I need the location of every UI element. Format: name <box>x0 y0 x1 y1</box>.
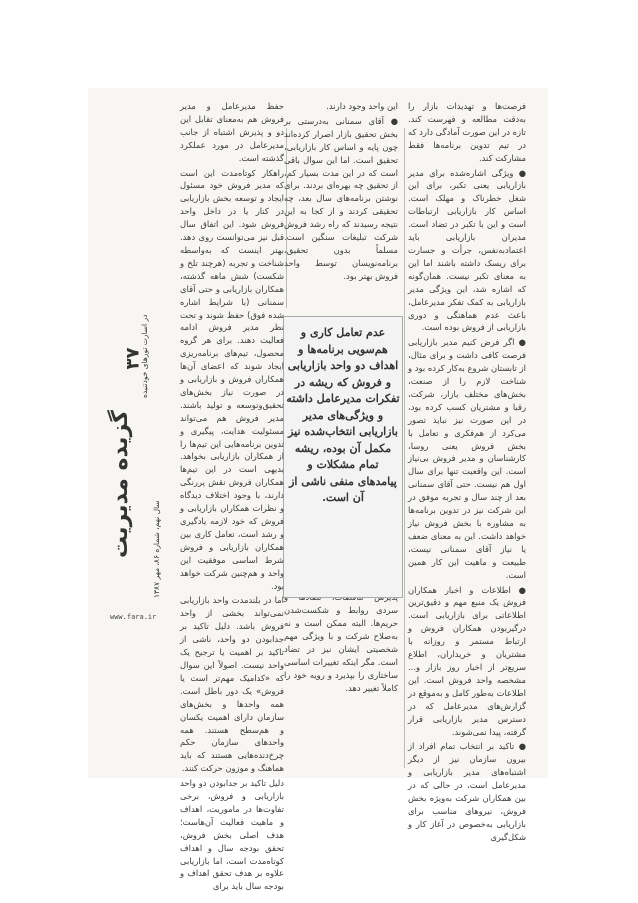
page-number: ۳۷ <box>122 347 144 370</box>
paragraph: این واحد وجود دارند. <box>326 101 398 111</box>
paragraph: حفظ مدیرعامل و مدیر فروش هم به‌معنای تقابل این دو و پذیرش اشتباه از جانب مدیرعامل در مورد عملکرد گذشته است. <box>180 101 284 163</box>
paragraph: ● ویژگی اشاره‌شده برای مدیر بازاریابی یعنی تکبر، برای این شغل خطرناک و مهلک است. اساس کار بازاریابی ارتباطات است و این با تکبر در تضاد است. مدیران بازاریابی باید اعتمادبه‌نفس، جرأت و جسارت برای ریسک داشته باشند اما این به معنای تکبر نیست. همان‌گونه که اشاره شد، این ویژگی مدیر بازاریابی به کمک تفکر مدیرعامل، باعث عدم هماهنگی و دوری بازاریابی از فروش بوده است. <box>408 167 526 333</box>
text-column-right <box>408 100 526 846</box>
column-divider <box>404 128 405 768</box>
paragraph: سردی روابط و شکست‌شدن حریم‌ها. البته ممکن است و نه به‌صلاح شرکت و با ویژگی مهم شخصیتی ایشان نیز در تضاد است. مگر اینکه تغییرات اساسی ساختاری را بپذیرد و رویه خود را کاملاً تغییر دهد. <box>284 605 398 693</box>
website-url: www.fara.ir <box>110 613 157 621</box>
paragraph: ● اگر فرض کنیم مدیر بازاریابی فرصت کافی داشت و برای مثال، از تابستان شروع به‌کار کرده بود و شناخت لازم را از صنعت، بخش‌های مختلف بازار، شرکت، رقبا و مشتریان کسب کرده بود، در این صورت نیز نباید تصور می‌کرد از هم‌فکری و تعامل با بخش فروش یعنی روسا، کارشناسان و مدیر فروش بی‌نیاز است. این واقعیت تنها برای سال اول هم نیست. حتی آقای سمنانی بعد از چند سال و تجربه موفق در این شرکت نیز در تدوین برنامه‌ها به مشاوره با بخش فروش نیاز خواهد داشت. این به معنای ضعف یا نیاز آقای سمنانی نیست، طبیعت و ماهیت این کار همین است. <box>408 337 526 580</box>
paragraph: دلیل تاکید بر جدابودن دو واحد بازاریابی و فروش، برخی تفاوت‌ها در ماموریت، اهداف و ماهیت فعالیت آن‌هاست؛ هدف اصلی بخش فروش، تحقق بودجه سال و اهداف کوتاه‌مدت است، اما بازاریابی علاوه بر هدف تحقق اهداف و بودجه سال باید برای <box>180 778 284 892</box>
magazine-page <box>88 88 548 892</box>
text-column-left <box>180 100 284 895</box>
paragraph: راهکار کوتاه‌مدت این است که مدیر فروش خود مسئول ایجاد و توسعه بخش بازاریابی در کنار یا در داخل واحد فروش شود. این اتفاق سال قبل نیز می‌توانست روی دهد. بهتر اینست که به‌واسطه شناخت و تجربه (هرچند تلخ و شکست) شش ماهه گذشته، همکاران بازاریابی و حتی آقای سمنانی (با شرایط اشاره شده فوق) حفظ شوند و تحت نظر مدیر فروش ادامه فعالیت دهند. برای هر گروه محصول، تیم‌های برنامه‌ریزی ایجاد شوند که اعضای آن‌ها همکاران فروش و بازاریابی و در صورت نیاز بخش‌های تحقیق‌وتوسعه و تولید باشند. مدیر فروش هم می‌تواند مسئولیت هدایت، پیگیری و تدوین برنامه‌هایی این تیم‌ها را از همکاران بازاریابی بخواهد. بدیهی است در این تیم‌ها همکاران فروش نقش پررنگی دارند، با وجود اختلاف دیدگاه و نظرات همکاران بازاریابی و فروش که خود لازمه یادگیری و رشد است، تعامل کاری بین همکاران بازاریابی و فروش شرط اساسی موفقیت این واحد و هم‌چنین شرکت خواهد بود. <box>180 167 284 591</box>
section-title: در اسارت تورهای خودتنیده <box>140 314 149 398</box>
paragraph: ● تاکید بر انتخاب تمام افراد از بیرون سازمان نیز از دیگر اشتباه‌های مدیر بازاریابی و مدیرعامل است، در حالی که در بین همکاران شرکت به‌ویژه بخش فروش، نیروهای مناسب برای بازاریابی به‌خصوص در آغاز کار و شکل‌گیری <box>408 741 526 842</box>
paragraph: فرصت‌ها و تهدیدات بازار را به‌دقت مطالعه و فهرست کند. تازه در این صورت آمادگی دارد که در تیم تدوین برنامه‌ها فقط مشارکت کند. <box>408 101 526 163</box>
pull-quote-text: عدم تعامل کاری و هم‌سویی برنامه‌ها و اهداف دو واحد بازاریابی و فروش که ریشه در تفکرات مدیرعامل داشته و ویژگی‌های مدیر بازاریابی انتخاب‌شده نیز مکمل آن بوده، ریشه تمام مشکلات و پیامدهای منفی ناشی از آن است. <box>286 326 400 504</box>
paragraph: ● آقای سمنانی به‌درستی بر بخش تحقیق بازار اصرار کرده‌اند چون پایه و اساس کار بازاریابی، تحقیق است. اما این سوال باقی است که در این مدت بسیار کم، از تحقیق چه بهره‌ای بردند. برای نوشتن برنامه‌های سال بعد، چه تحقیقی کردند و از کجا به این نتیجه رسیدند که راه رشد فروش شرکت تبلیغات سنگین است. مسلماً بدون تحقیق، برنامه‌نویسان توسط واحد فروش بهتر بود. <box>284 115 398 281</box>
masthead-strip <box>106 128 166 688</box>
magazine-logo: گزیده مدیریت <box>108 410 133 558</box>
pull-quote-box <box>283 316 403 598</box>
paragraph: اما در بلندمدت واحد بازاریابی نمی‌تواند بخشی از واحد فروش باشد. دلیل تاکید بر جدابودن دو واحد، ناشی از تاکید بر اهمیت یا ترجیح یک واحد نیست. اصولاً این سوال که «کدامیک مهم‌تر است یا فروش» یک دور باطل است. همه واحدها و بخش‌های سازمان دارای اهمیت یکسان و هم‌سطح هستند. همه واحدهای سازمان حکم چرخ‌دنده‌هایی هستند که باید هماهنگ و موزون حرکت کنند. <box>180 595 284 774</box>
issue-info: سال نهم، شماره ۸۶، مهر ۱۳۸۷ <box>152 500 161 598</box>
paragraph: ● اطلاعات و اخبار همکاران فروش یک منبع مهم و دقیق‌ترین اطلاعاتی برای بازاریابی است. درگیر‌بودن همکاران فروش و ارتباط مستمر و روزانه با مشتریان و خریداران، اطلاع سریع‌تر از اخبار روز بازار و... مشخصه واحد فروش است. این اطلاعات به‌طور کامل و به‌موقع در گزارش‌های مدیرعامل که در دسترس مدیر بازاریابی قرار گرفته، پیدا نمی‌شوند. <box>408 584 526 737</box>
